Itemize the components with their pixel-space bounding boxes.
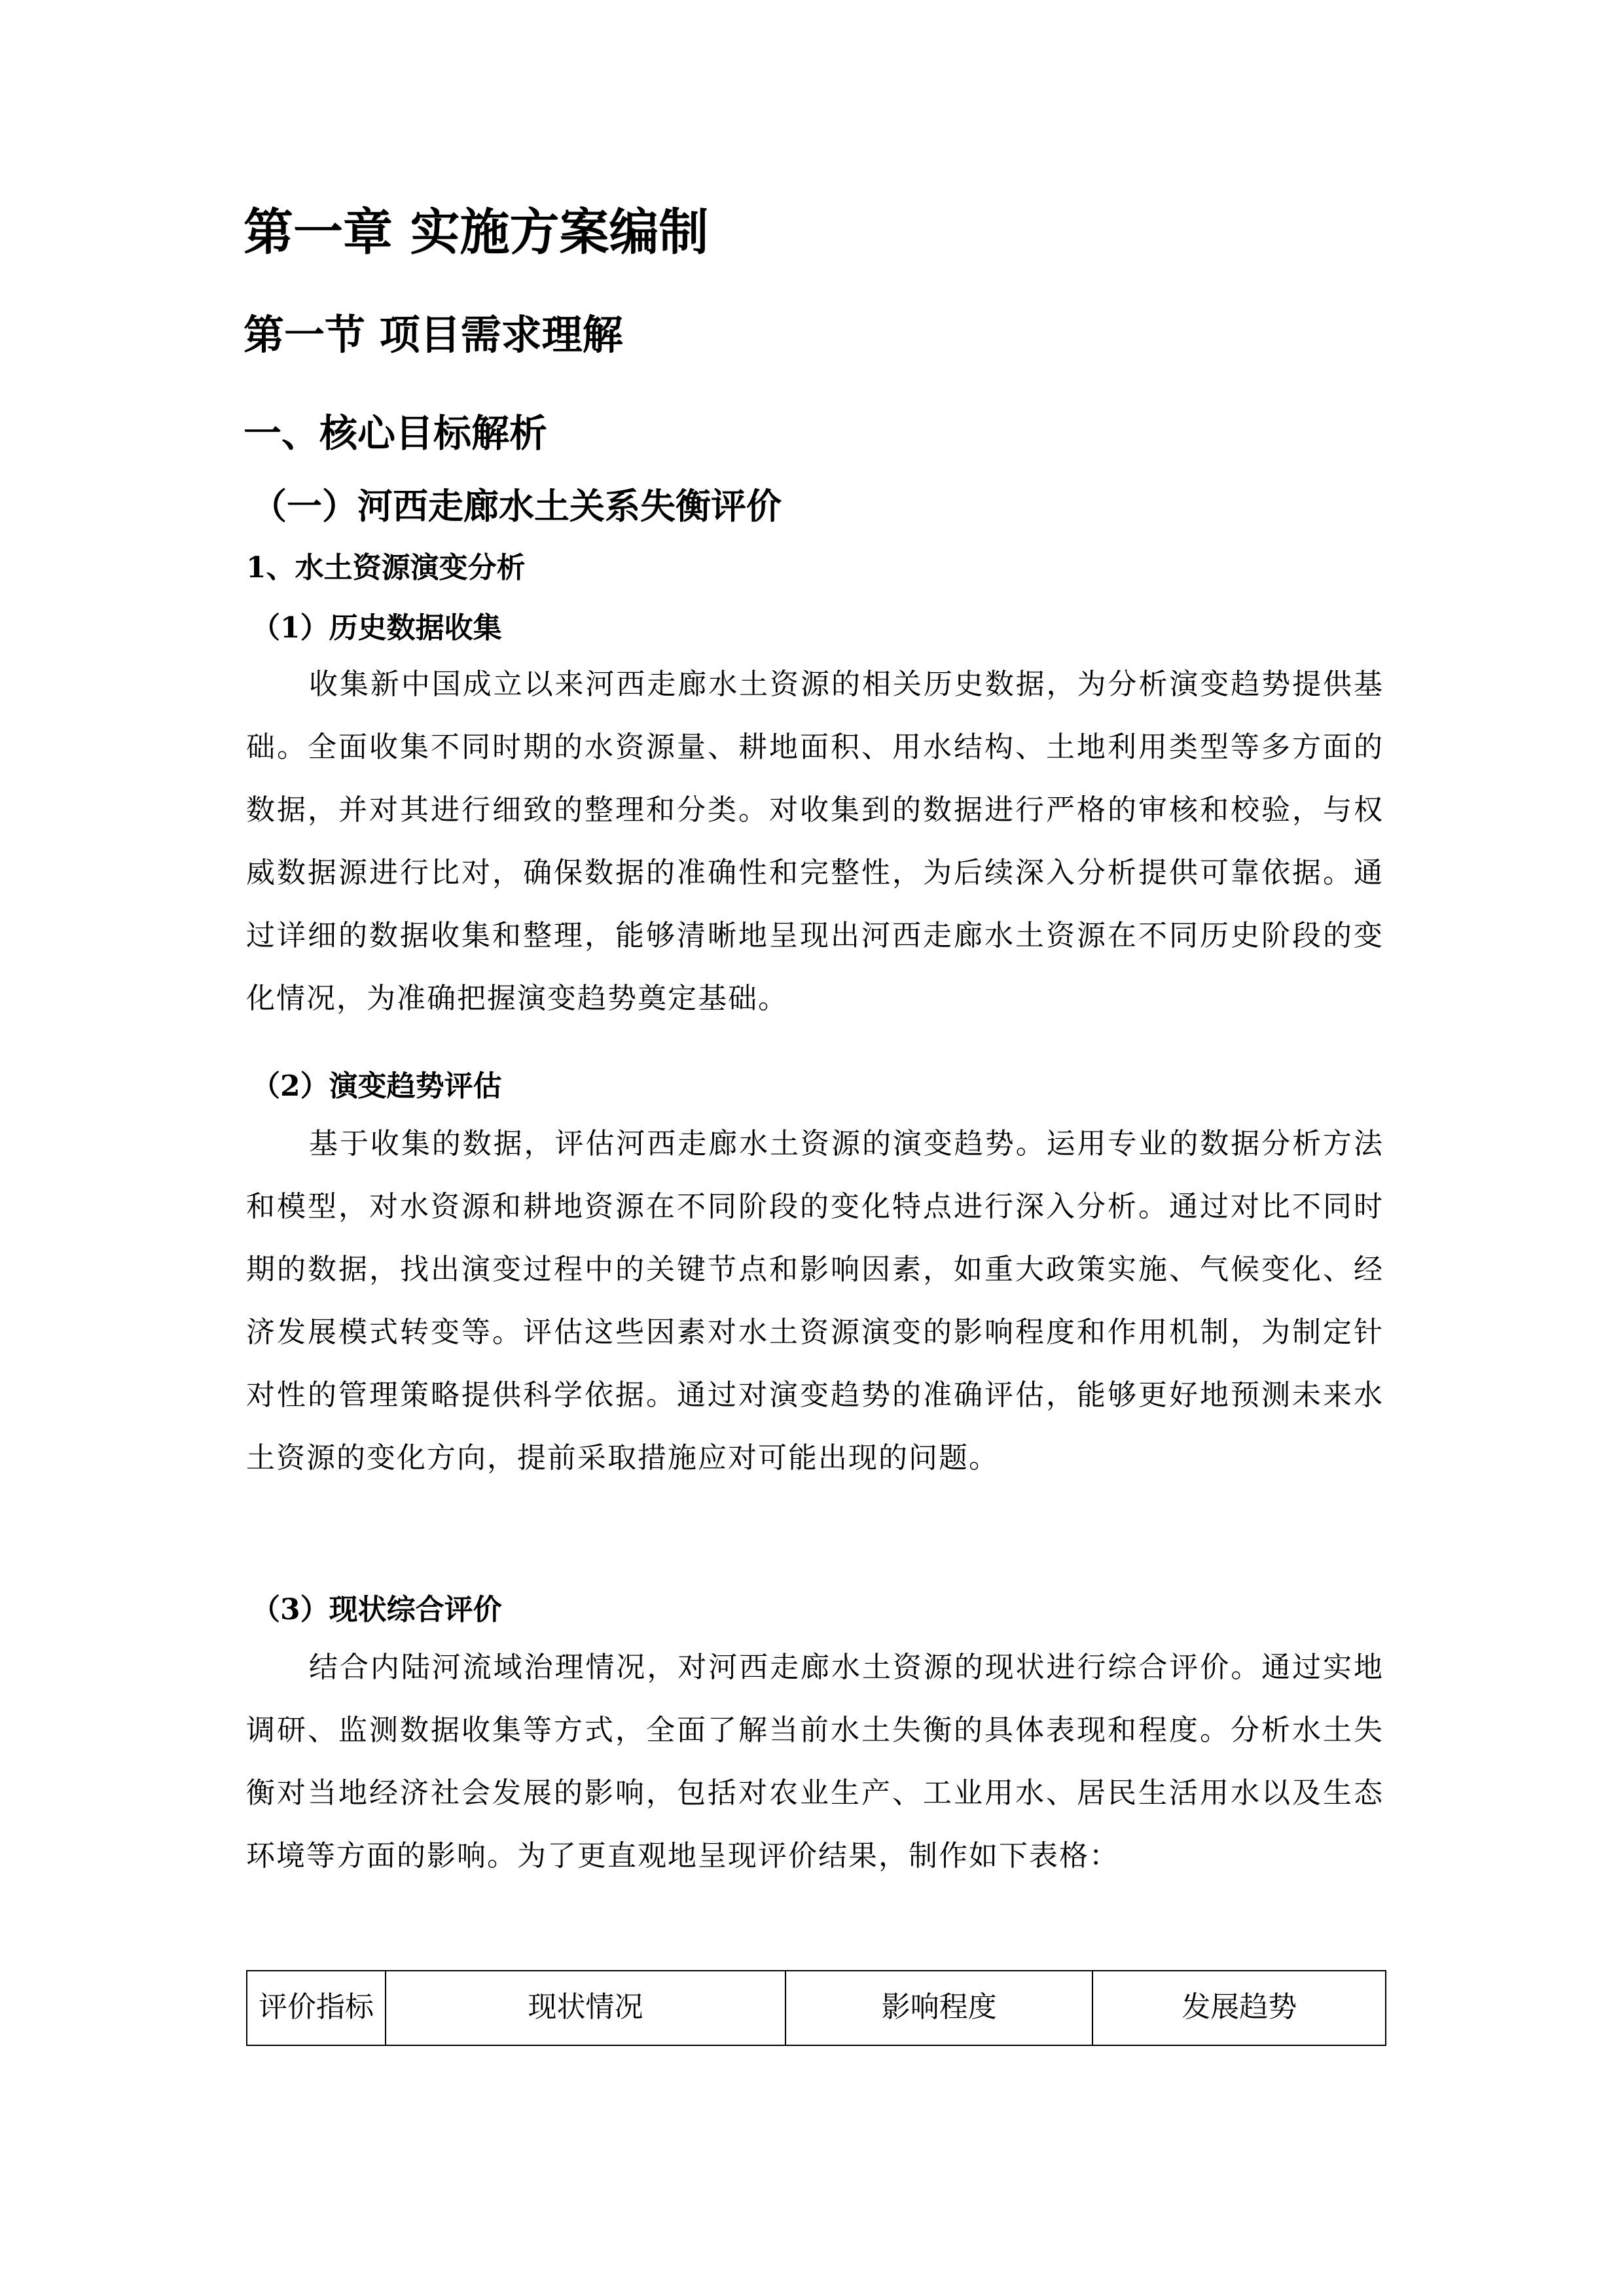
block-heading: （2）演变趋势评估 bbox=[251, 1069, 502, 1103]
body-paragraph: 收集新中国成立以来河西走廊水土资源的相关历史数据，为分析演变趋势提供基础。全面收集不同时期的水资源量、耕地面积、用水结构、土地利用类型等多方面的数据，并对其进行细致的整理和分类。对收集到的数据进行严格的审核和校验，与权威数据源进行比对，确保数据的准确性和完整性，为后续深入分析提供可靠依据。通过详细的数据收集和整理，能够清晰地呈现出河西走廊水土资源在不同历史阶段的变化情况，为准确把握演变趋势奠定基础。 bbox=[246, 668, 1384, 1015]
table-header-cell: 现状情况 bbox=[386, 1971, 785, 2045]
evaluation-table bbox=[246, 1970, 1386, 2046]
chapter-title: 第一章 实施方案编制 bbox=[244, 203, 709, 261]
section-title: 第一节 项目需求理解 bbox=[244, 311, 623, 359]
subsection-title: 一、核心目标解析 bbox=[244, 411, 548, 456]
table-header-cell: 评价指标 bbox=[247, 1971, 386, 2045]
body-paragraph: 结合内陆河流域治理情况，对河西走廊水土资源的现状进行综合评价。通过实地调研、监测数据收集等方式，全面了解当前水土失衡的具体表现和程度。分析水土失衡对当地经济社会发展的影响，包括对农业生产、工业用水、居民生活用水以及生态环境等方面的影响。为了更直观地呈现评价结果，制作如下表格： bbox=[246, 1651, 1384, 1873]
item-title: 1、水土资源演变分析 bbox=[246, 551, 526, 584]
block-heading: （3）现状综合评价 bbox=[251, 1593, 502, 1626]
table-header-row bbox=[247, 1971, 1386, 2045]
body-paragraph: 基于收集的数据，评估河西走廊水土资源的演变趋势。运用专业的数据分析方法和模型，对水资源和耕地资源在不同阶段的变化特点进行深入分析。通过对比不同时期的数据，找出演变过程中的关键节点和影响因素，如重大政策实施、气候变化、经济发展模式转变等。评估这些因素对水土资源演变的影响程度和作用机制，为制定针对性的管理策略提供科学依据。通过对演变趋势的准确评估，能够更好地预测未来水土资源的变化方向，提前采取措施应对可能出现的问题。 bbox=[246, 1127, 1384, 1475]
subsubsection-title: （一）河西走廊水土关系失衡评价 bbox=[251, 485, 782, 527]
block-heading: （1）历史数据收集 bbox=[251, 611, 502, 645]
table-header-cell: 影响程度 bbox=[785, 1971, 1092, 2045]
table-header-cell: 发展趋势 bbox=[1092, 1971, 1386, 2045]
